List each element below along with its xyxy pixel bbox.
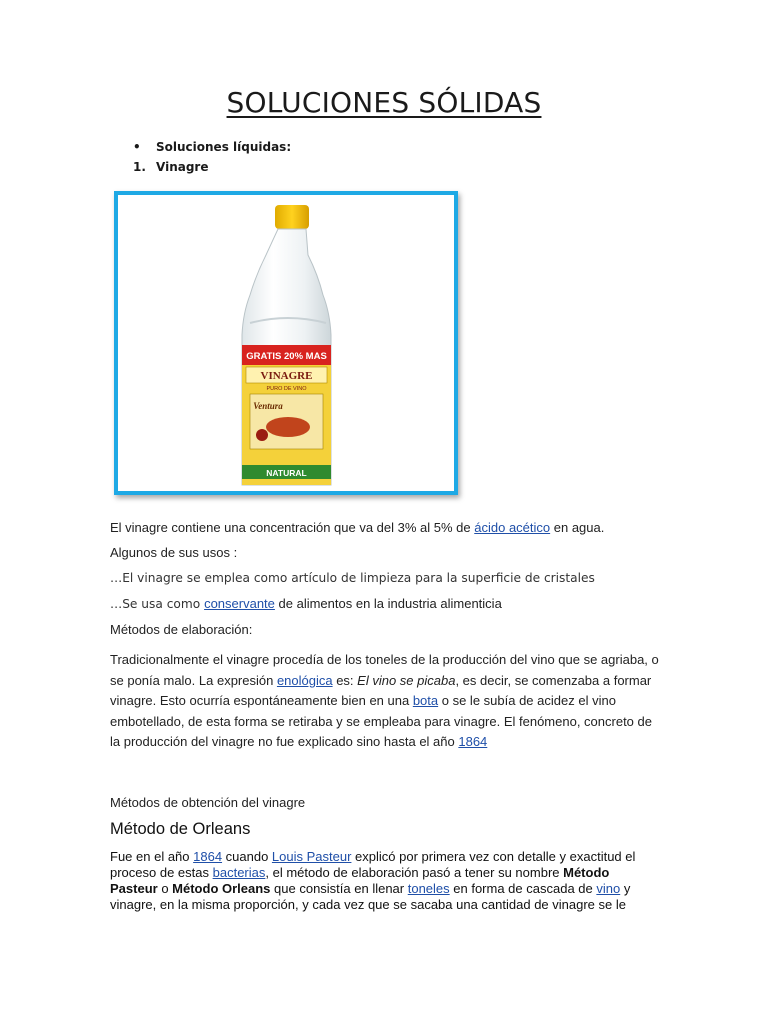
link-bacterias[interactable]: bacterias: [212, 865, 266, 880]
link-louis-pasteur[interactable]: Louis Pasteur: [271, 849, 352, 864]
use2-text-after: de alimentos en la industria alimenticia: [274, 596, 502, 611]
intro-text-before: El vinagre contiene una concentración que va del 3% al 5% de: [110, 520, 475, 535]
bullet-text: Soluciones líquidas:: [156, 140, 292, 154]
link-1864-tradition[interactable]: 1864: [458, 734, 488, 749]
orleans-text-8: y vinagre, en la misma proporción, y cada vez que se sacaba una cantidad de vinagre se le: [110, 881, 631, 912]
orleans-text-3: explicó por primera vez con detalle y exactitud el proceso de estas: [110, 849, 636, 880]
numbered-item-vinagre: [133, 160, 208, 174]
tradition-text-2: es:: [332, 672, 358, 688]
label-natural-text: NATURAL: [266, 468, 307, 478]
orleans-text-5: o: [157, 881, 173, 896]
label-gratis-text: GRATIS 20% MAS: [246, 351, 327, 362]
uses-heading: Algunos de sus usos :: [110, 545, 238, 560]
link-1864-orleans[interactable]: 1864: [193, 849, 223, 864]
use-item-limpieza: …El vinagre se emplea como artículo de limpieza para la superficie de cristales: [110, 571, 595, 585]
tradition-italic: El vino se picaba: [357, 672, 456, 688]
orleans-heading: Método de Orleans: [110, 820, 251, 838]
bullet-item-soluciones-liquidas: [133, 140, 291, 154]
link-conservante[interactable]: conservante: [204, 596, 275, 611]
tradition-text-3: , es decir, se comenzaba a formar vinagre. Esto ocurría espontáneamente bien en una: [110, 672, 652, 708]
vinegar-bottle-illustration: [118, 195, 454, 491]
intro-paragraph: [110, 520, 660, 535]
numbered-text: Vinagre: [156, 160, 209, 174]
page-title: SOLUCIONES SÓLIDAS: [226, 86, 542, 119]
orleans-text-4: , el método de elaboración pasó a tener su nombre: [265, 865, 564, 880]
label-sub-text: PURO DE VINO: [266, 386, 307, 392]
orleans-text-1: Fue en el año: [110, 849, 194, 864]
link-enologica[interactable]: enológica: [276, 672, 333, 688]
bold-metodo-pasteur: Método Pasteur: [110, 865, 610, 896]
orleans-text-6: que consistía en llenar: [270, 881, 408, 896]
bold-metodo-orleans: Método Orleans: [172, 881, 271, 896]
link-vino[interactable]: vino: [596, 881, 621, 896]
tradition-text-1: Tradicionalmente el vinagre procedía de los toneles de la producción del vino que se agriaba, o se ponía malo. La expresión: [110, 652, 659, 688]
orleans-text-7: en forma de cascada de: [449, 881, 597, 896]
orleans-text-2: cuando: [222, 849, 272, 864]
use2-text-before: …Se usa como: [110, 597, 205, 611]
tradition-paragraph: [110, 650, 660, 753]
link-toneles[interactable]: toneles: [407, 881, 450, 896]
methods-heading: Métodos de elaboración:: [110, 622, 253, 637]
label-brand-text: VINAGRE: [260, 370, 313, 382]
link-bota[interactable]: bota: [412, 693, 439, 708]
link-acido-acetico[interactable]: ácido acético: [474, 520, 551, 535]
cap-shape: [275, 205, 309, 229]
use-item-conservante: [110, 596, 660, 611]
label-maker-text: Ventura: [253, 401, 283, 411]
orleans-paragraph: [110, 849, 660, 913]
bullet-mark: •: [133, 140, 141, 154]
vinegar-bottle-image: [114, 191, 458, 495]
obtain-heading: Métodos de obtención del vinagre: [110, 795, 306, 810]
number-mark: 1.: [133, 160, 146, 174]
intro-text-after: en agua.: [550, 520, 605, 535]
tradition-text-4: o se le subía de acidez el vino embotellado, de esta forma se retiraba y se empleaba para vinagre. El fenómeno, concreto de la producción del vinagre no fue explicado sino hasta el año: [110, 693, 652, 749]
